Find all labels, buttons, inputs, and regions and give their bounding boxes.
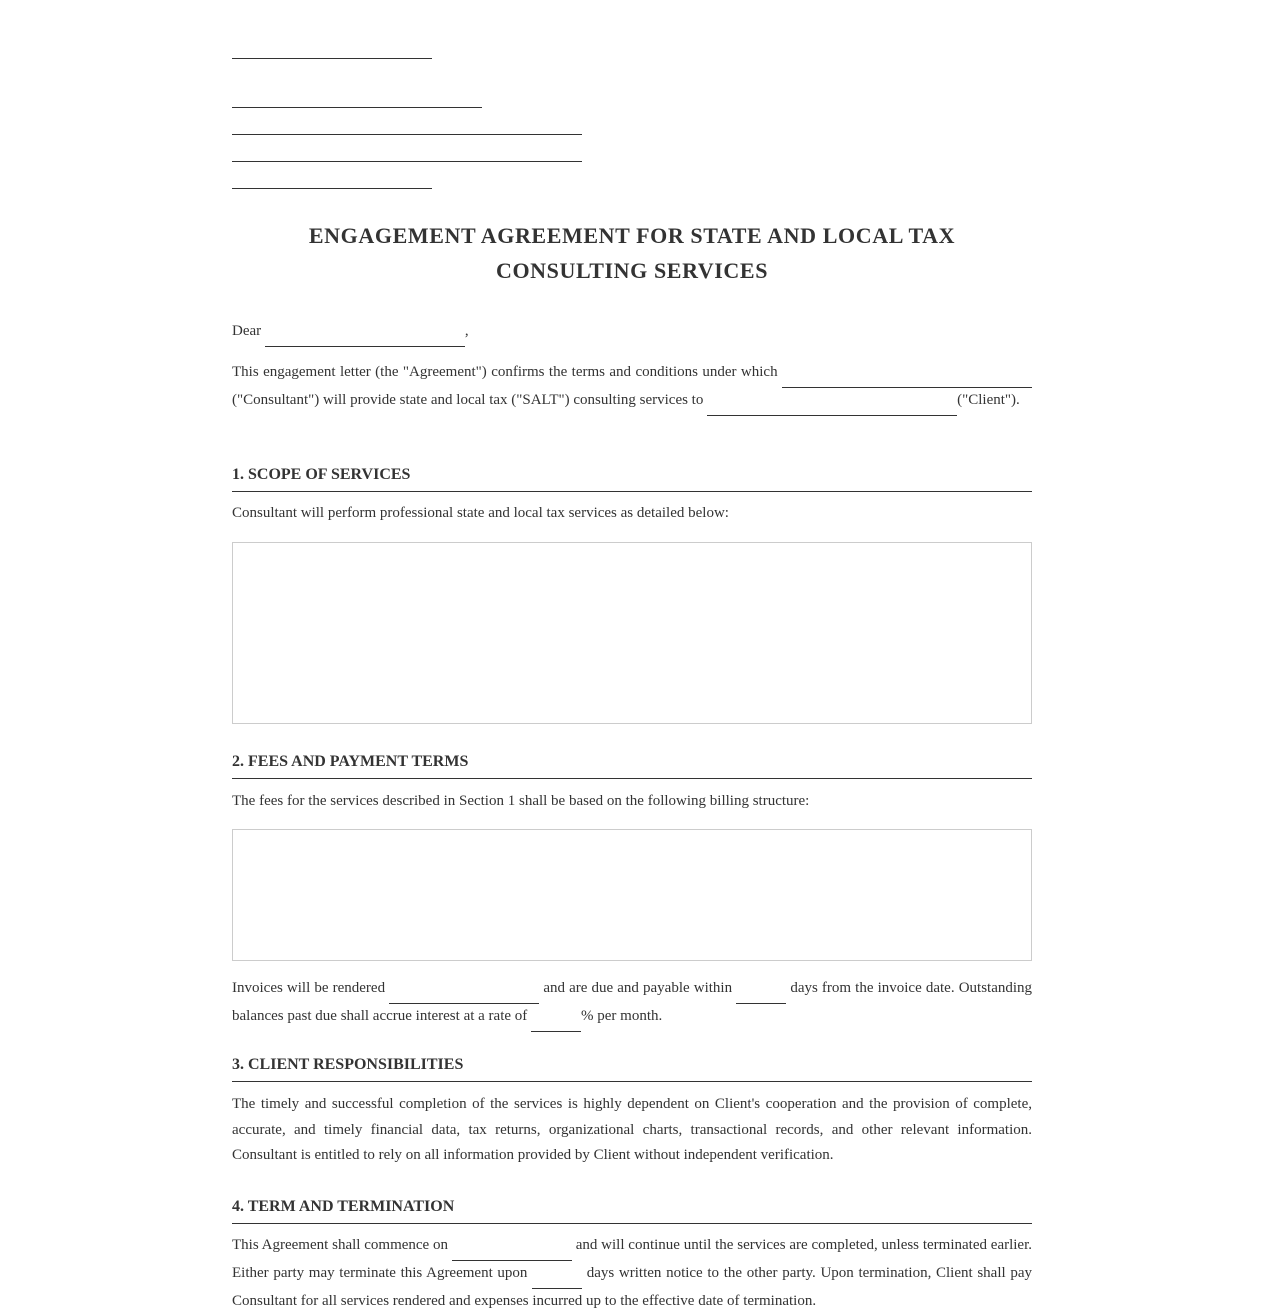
intro-part-1: This engagement letter (the "Agreement") confirms the terms and conditions under which [232,364,778,380]
intro-part-2: ("Consultant") will provide state and local tax ("SALT") consulting services to [232,392,704,408]
client-name-field[interactable] [707,396,957,416]
salutation [232,319,1032,347]
section-heading-client-responsibilities: 3. CLIENT RESPONSIBILITIES [232,1055,1032,1082]
section-heading-fees: 2. FEES AND PAYMENT TERMS [232,752,1032,779]
scope-text: Consultant will perform professional state and local tax services as detailed below: [232,505,729,521]
commencement-date-field[interactable] [452,1241,572,1261]
consultant-name-field[interactable] [782,368,1032,388]
salutation-comma: , [464,323,469,339]
address-line-2-field[interactable] [232,143,582,162]
salutation-label: Dear [232,323,262,339]
invoice-text-d: % per month. [581,1008,663,1024]
billing-structure-textarea[interactable] [232,829,1032,961]
invoice-text-b: and are due and payable within [543,980,733,996]
term-text-c: days written notice to the other party. Upon termination, Client shall pay Consultant for all services rendered and expenses incurred up to the effective date of termination. [232,1265,1032,1309]
recipient-name-field[interactable] [232,89,482,108]
intro-paragraph [232,360,1032,416]
payment-days-field[interactable] [736,984,786,1004]
interest-rate-field[interactable] [531,1012,581,1032]
notice-days-field[interactable] [532,1269,582,1289]
section-heading-scope: 1. SCOPE OF SERVICES [232,465,1032,492]
intro-part-3: ("Client"). [957,392,1020,408]
address-line-3-field[interactable] [232,170,432,189]
invoice-paragraph [232,976,1032,1032]
date-field[interactable] [232,40,432,59]
client-responsibilities-text: The timely and successful completion of the services is highly dependent on Client's cooperation and the provision of complete, accurate, and timely financial data, tax returns, organizational charts, transactional records, and other relevant information. Consultant is entitled to rely on all information provided by Client without independent verification. [232,1096,1032,1163]
term-paragraph [232,1233,1032,1315]
salutation-name-field[interactable] [265,327,465,347]
address-line-1-field[interactable] [232,116,582,135]
invoice-frequency-field[interactable] [389,984,539,1004]
scope-details-textarea[interactable] [232,542,1032,724]
term-text-a: This Agreement shall commence on [232,1237,449,1253]
section-heading-term: 4. TERM AND TERMINATION [232,1197,1032,1224]
title-line-1: ENGAGEMENT AGREEMENT FOR STATE AND LOCAL TAX [308,223,956,248]
fees-text: The fees for the services described in Section 1 shall be based on the following billing structure: [232,793,810,809]
invoice-text-c: days from the invoice date. Outstanding balances past due shall accrue interest at a rate of [232,980,1033,1024]
title-line-2: CONSULTING SERVICES [495,258,769,283]
document-title [232,218,1032,288]
invoice-text-a: Invoices will be rendered [232,980,386,996]
term-text-b: and will continue until the services are completed, unless terminated earlier. Either party may terminate this Agreement upon [232,1237,1033,1281]
